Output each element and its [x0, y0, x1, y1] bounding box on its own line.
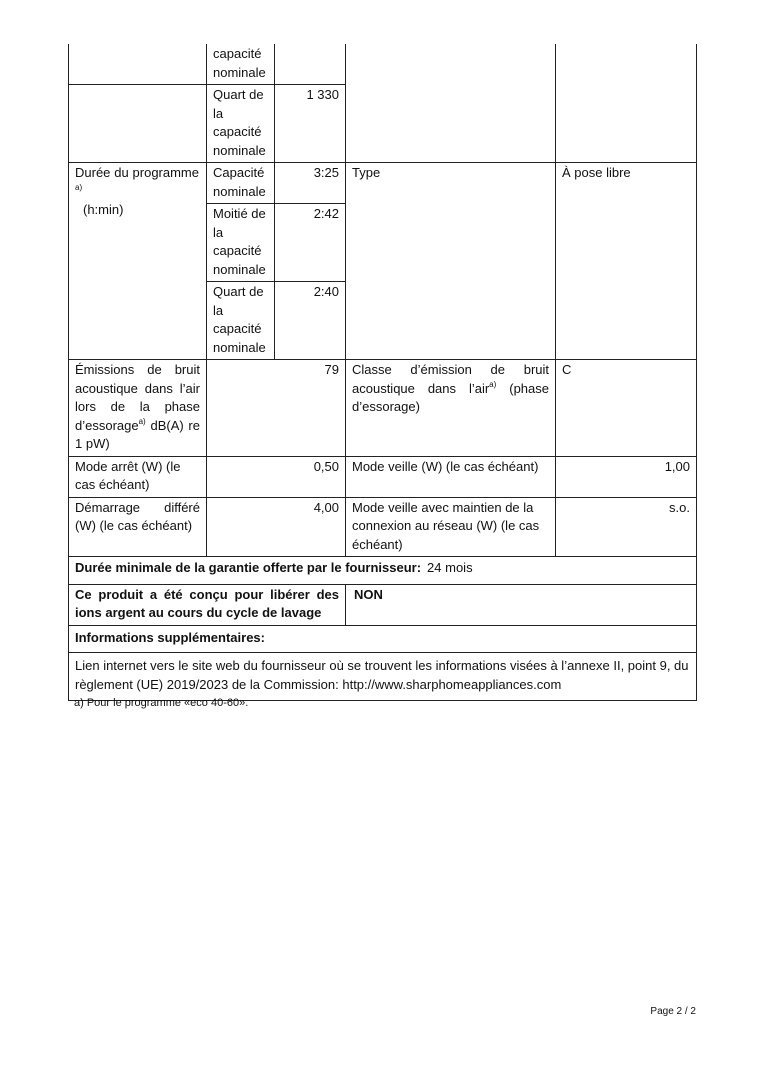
empty-cell — [69, 85, 207, 163]
silver-ions-label: Ce produit a été conçu pour libérer des ions argent au cours du cycle de lavage — [69, 584, 346, 625]
empty-cell — [69, 44, 207, 85]
type-value: À pose libre — [556, 163, 697, 360]
table-row — [69, 557, 697, 585]
table-row — [69, 497, 697, 557]
standby-label: Mode veille (W) (le cas échéant) — [346, 456, 556, 497]
duration-half-value: 2:42 — [275, 204, 346, 282]
off-mode-value: 0,50 — [207, 456, 346, 497]
duration-quarter-label: Quart de la capacité nominale — [207, 282, 275, 360]
table-row — [69, 456, 697, 497]
table-row — [69, 584, 697, 625]
noise-class-label-text: Classe d’émission de bruit acoustique dans l’air — [352, 362, 549, 396]
table-row — [69, 625, 697, 653]
empty-cell — [346, 44, 556, 163]
silver-ions-value: NON — [346, 584, 697, 625]
warranty-cell — [69, 557, 697, 585]
noise-class-label-suffix: (phase d’essorage) — [352, 380, 549, 414]
supplier-weblink-text: Lien internet vers le site web du fournisseur où se trouvent les informations visées à l’annexe II, point 9, du règlement (UE) 2019/2023 de la Commission: http://www.sharphomeappliances.com — [69, 653, 697, 701]
empty-cell — [556, 44, 697, 163]
table-row — [69, 163, 697, 204]
warranty-value: 24 mois — [427, 560, 473, 575]
delayed-start-value: 4,00 — [207, 497, 346, 557]
additional-info-label: Informations supplémentaires: — [69, 625, 697, 653]
table-row — [69, 44, 697, 85]
off-mode-label: Mode arrêt (W) (le cas échéant) — [69, 456, 207, 497]
page-number: Page 2 / 2 — [650, 1006, 696, 1017]
product-information-table — [68, 44, 697, 701]
delayed-start-label: Démarrage différé (W) (le cas échéant) — [69, 497, 207, 557]
networked-standby-label: Mode veille avec maintien de la connexion au réseau (W) (le cas échéant) — [346, 497, 556, 557]
duration-capacity-value: 3:25 — [275, 163, 346, 204]
footnote-marker: a) — [489, 379, 497, 389]
program-duration-label — [69, 163, 207, 360]
noise-class-label — [346, 360, 556, 457]
noise-emission-label-text: Émissions de bruit acoustique dans l’air lors de la phase d’essorage — [75, 362, 200, 433]
type-label: Type — [346, 163, 556, 360]
duration-quarter-value: 2:40 — [275, 282, 346, 360]
duration-capacity-label: Capacité nominale — [207, 163, 275, 204]
noise-emission-label — [69, 360, 207, 457]
noise-emission-value: 79 — [207, 360, 346, 457]
footnote: a) Pour le programme «eco 40-60». — [74, 697, 249, 709]
standby-value: 1,00 — [556, 456, 697, 497]
noise-class-value: C — [556, 360, 697, 457]
footnote-marker: a) — [75, 182, 83, 192]
table-row — [69, 360, 697, 457]
quarter-capacity-value: 1 330 — [275, 85, 346, 163]
capacity-label-continued: capacité nominale — [207, 44, 275, 85]
duration-half-label: Moitié de la capacité nominale — [207, 204, 275, 282]
noise-emission-unit: dB(A) re 1 pW) — [75, 417, 200, 451]
footnote-marker: a) — [138, 416, 146, 426]
program-duration-unit: (h:min) — [83, 202, 124, 217]
networked-standby-value: s.o. — [556, 497, 697, 557]
table-row — [69, 653, 697, 701]
quarter-capacity-label: Quart de la capacité nominale — [207, 85, 275, 163]
empty-cell — [275, 44, 346, 85]
warranty-label: Durée minimale de la garantie offerte par le fournisseur: — [75, 560, 422, 575]
program-duration-title: Durée du programme — [75, 165, 199, 180]
